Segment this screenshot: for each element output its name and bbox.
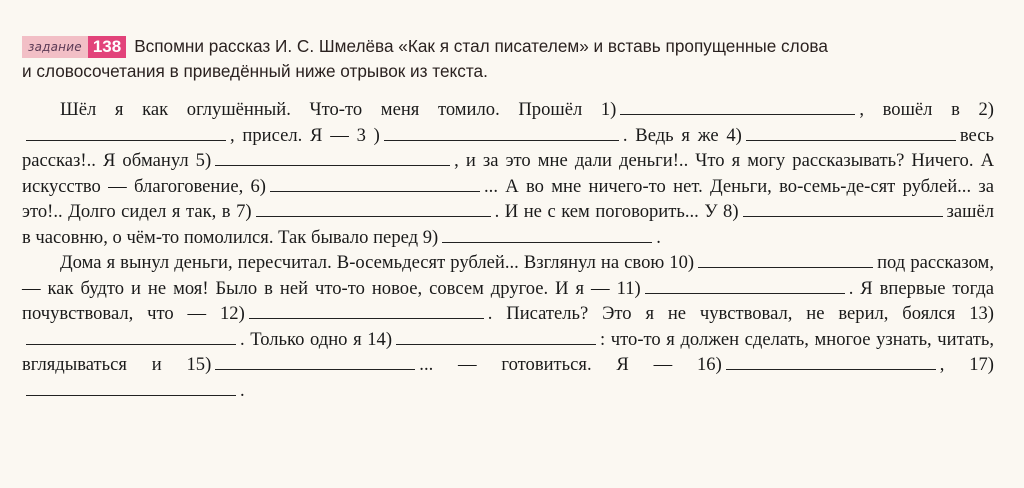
blank-15[interactable]	[215, 368, 415, 370]
blank-17[interactable]	[26, 394, 236, 396]
blank-1[interactable]	[620, 113, 855, 115]
blank-16[interactable]	[726, 368, 936, 370]
blank-14[interactable]	[396, 343, 596, 345]
blank-2[interactable]	[26, 139, 226, 141]
task-instruction-line-1	[22, 34, 1007, 59]
text-segment: . Я впервые тогда почувствовал, что — 12)	[22, 277, 994, 324]
blank-3[interactable]	[384, 139, 619, 141]
text-segment: ... — готовиться. Я — 16)	[419, 354, 722, 375]
blank-9[interactable]	[442, 241, 652, 243]
blank-6[interactable]	[270, 190, 480, 192]
blank-5[interactable]	[215, 164, 450, 166]
text-segment: . И не с кем поговорить... У 8)	[494, 201, 739, 222]
text-segment: весь рассказ!.. Я обманул 5)	[22, 124, 994, 171]
text-segment: Шёл я как оглушённый. Что-то меня томило. Прошёл 1)	[60, 99, 617, 120]
text-segment: , вошёл в 2)	[859, 99, 994, 120]
blank-4[interactable]	[746, 139, 956, 141]
blank-7[interactable]	[256, 215, 491, 217]
text-segment: под рассказом, — как будто и не моя! Было в ней что-то новое, совсем другое. И я — 11)	[22, 252, 994, 299]
text-segment: . Ведь я же 4)	[622, 124, 742, 146]
text-segment: , 17)	[939, 354, 994, 375]
blank-13[interactable]	[26, 343, 236, 345]
task-header	[22, 34, 1007, 84]
story-excerpt	[22, 97, 994, 403]
text-segment: ... А во мне ничего-то нет. Деньги, во-семь-де-сят рублей... за это!.. Долго сидел я так, в 7)	[22, 175, 994, 222]
task-instruction-line-2: и словосочетания в приведённый ниже отрывок из текста.	[22, 61, 488, 81]
blank-12[interactable]	[249, 317, 484, 319]
text-segment: .	[656, 226, 661, 248]
task-badge-label: задание	[22, 36, 88, 58]
text-segment: . Писатель? Это я не чувствовал, не верил, боялся 13)	[487, 303, 994, 324]
task-badge	[22, 36, 126, 58]
blank-11[interactable]	[645, 292, 845, 294]
task-badge-number: 138	[88, 36, 126, 58]
paragraph-2	[22, 250, 994, 403]
blank-8[interactable]	[743, 215, 943, 217]
text-segment: .	[240, 379, 245, 401]
text-segment: , присел. Я — 3 )	[230, 124, 380, 146]
text-segment: . Только одно я 14)	[240, 328, 393, 350]
text-segment: , и за это мне дали деньги!.. Что я могу рассказывать? Ничего. А искусство — благоговение, 6)	[22, 150, 994, 197]
text-segment: Дома я вынул деньги, пересчитал. В-осемьдесят рублей... Взглянул на свою 10)	[60, 252, 695, 273]
paragraph-1	[22, 97, 994, 250]
text-segment: зашёл в часовню, о чём-то помолился. Так бывало перед 9)	[22, 201, 994, 248]
text-segment: : что-то я должен сделать, многое узнать, читать, вглядываться и 15)	[22, 328, 994, 375]
task-instruction-text-1: Вспомни рассказ И. С. Шмелёва «Как я стал писателем» и вставь пропущенные слова	[134, 36, 828, 56]
blank-10[interactable]	[698, 266, 873, 268]
